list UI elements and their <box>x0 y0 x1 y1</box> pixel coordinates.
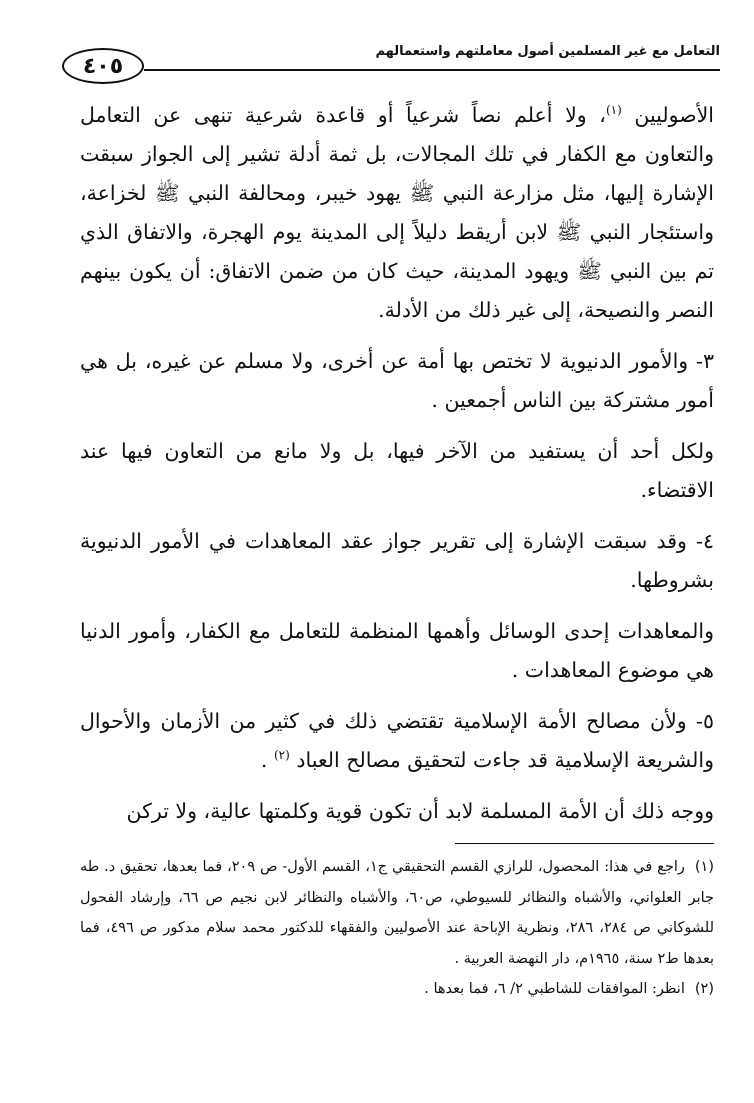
footnote-1-label: (١) <box>694 859 714 875</box>
running-title: التعامل مع غير المسلمين أصول معاملتهم واستعمالهم <box>375 44 720 59</box>
paragraph-2: ٣- والأمور الدنيوية لا تختص بها أمة عن أخرى، ولا مسلم عن غيره، بل هي أمور مشتركة بين الناس أجمعين . <box>80 349 714 412</box>
footnote-2 <box>80 974 714 1005</box>
paragraph-7: ووجه ذلك أن الأمة المسلمة لابد أن تكون قوية وكلمتها عالية، ولا تركن <box>126 799 714 823</box>
paragraph-1 <box>80 96 714 330</box>
paragraph-1-rest: ، ولا أعلم نصاً شرعياً أو قاعدة شرعية تنهى عن التعامل والتعاون مع الكفار في تلك المجالات، بل ثمة أدلة تشير إلى الجواز سبقت الإشارة إليها، مثل مزارعة النبي ﷺ يهود خيبر، ومحالفة النبي ﷺ لخزاعة، واستئجار النبي ﷺ لابن أريقط دليلاً إلى المدينة يوم الهجرة، والاتفاق الذي تم بين النبي ﷺ ويهود المدينة، حيث كان من ضمن الاتفاق: أن يكون بينهم النصر والنصيحة، إلى غير ذلك من الأدلة. <box>80 103 714 322</box>
paragraph-5: والمعاهدات إحدى الوسائل وأهمها المنظمة للتعامل مع الكفار، وأمور الدنيا هي موضوع المعاهدات . <box>80 619 714 682</box>
footnote-ref-2[interactable]: (٢) <box>273 748 290 763</box>
paragraph-6-end: . <box>260 748 274 772</box>
body-text <box>80 96 714 831</box>
footnote-separator <box>455 843 714 844</box>
page-number: ٤٠٥ <box>62 48 144 84</box>
paragraph-1-start: الأصوليين <box>634 103 714 127</box>
footnote-ref-1[interactable]: (١) <box>605 103 622 118</box>
paragraph-6 <box>80 702 714 780</box>
paragraph-3: ولكل أحد أن يستفيد من الآخر فيها، بل ولا مانع من التعاون فيها عند الاقتضاء. <box>80 439 714 502</box>
page-header <box>62 44 720 90</box>
header-rule <box>144 69 720 71</box>
footnote-2-text: انظر: الموافقات للشاطبي ٢/ ٦، فما بعدها . <box>424 981 685 997</box>
paragraph-6-text: ٥- ولأن مصالح الأمة الإسلامية تقتضي ذلك في كثير من الأزمان والأحوال والشريعة الإسلامية قد جاءت لتحقيق مصالح العباد <box>80 709 714 772</box>
paragraph-4: ٤- وقد سبقت الإشارة إلى تقرير جواز عقد المعاهدات في الأمور الدنيوية بشروطها. <box>80 529 714 592</box>
footnote-1 <box>80 852 714 974</box>
footnote-1-text: راجع في هذا: المحصول، للرازي القسم التحقيقي ج١، القسم الأول- ص ٢٠٩، فما بعدها، تحقيق د. طه جابر العلواني، والأشباه والنظائر للسيوطي، ص٦٠، والأشباه والنظائر لابن نجيم ص ٦٦، وإرشاد الفحول للشوكاني ص ٢٨٤، ٢٨٦، ونظرية الإباحة عند الأصوليين والفقهاء للدكتور محمد سلام مدكور ص ٤٩٦، فما بعدها ط٢ سنة، ١٩٦٥م، دار النهضة العربية . <box>80 859 715 967</box>
footnotes <box>80 852 714 1005</box>
footnote-2-label: (٢) <box>694 981 714 997</box>
